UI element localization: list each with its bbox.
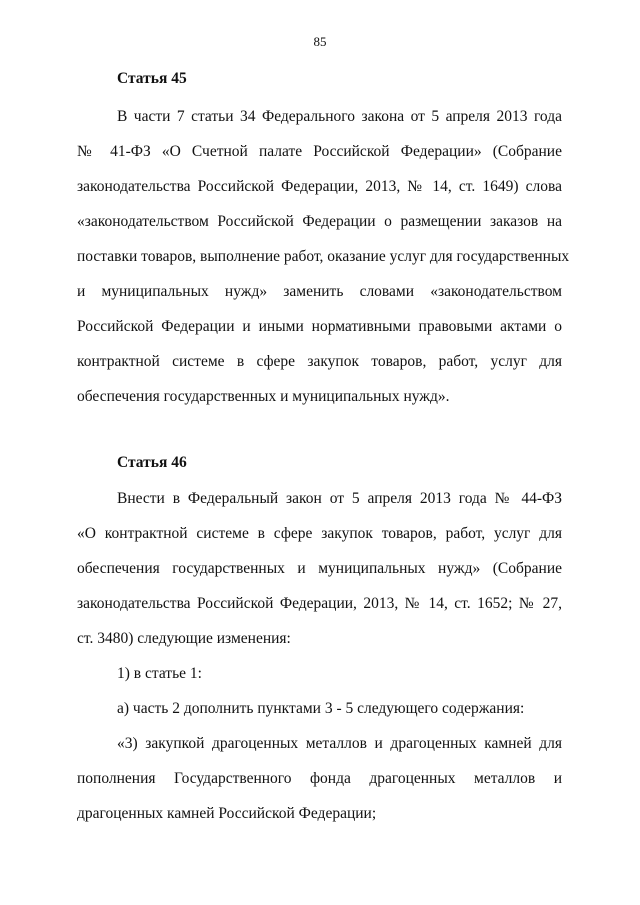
article-45-line: контрактной системе в сфере закупок товаров, работ, услуг для (77, 353, 562, 370)
article-45-line: обеспечения государственных и муниципальных нужд». (77, 388, 450, 405)
article-46-line: обеспечения государственных и муниципальных нужд» (Собрание (77, 560, 562, 577)
article-46-line: драгоценных камней Российской Федерации; (77, 805, 377, 822)
article-46-line: «О контрактной системе в сфере закупок товаров, работ, услуг для (77, 525, 562, 542)
article-45-line: законодательства Российской Федерации, 2013, № 14, ст. 1649) слова (77, 178, 562, 195)
article-46-line: 1) в статье 1: (117, 665, 202, 682)
article-46-line: Внести в Федеральный закон от 5 апреля 2013 года № 44-ФЗ (117, 490, 562, 507)
article-46-heading: Статья 46 (117, 454, 187, 471)
article-46-line: пополнения Государственного фонда драгоценных металлов и (77, 770, 562, 787)
article-46-line: а) часть 2 дополнить пунктами 3 - 5 следующего содержания: (117, 700, 525, 717)
article-45-line: В части 7 статьи 34 Федерального закона от 5 апреля 2013 года (117, 108, 562, 125)
article-45-line: и муниципальных нужд» заменить словами «законодательством (77, 283, 562, 300)
article-46-line: ст. 3480) следующие изменения: (77, 630, 291, 647)
article-45-line: № 41-ФЗ «О Счетной палате Российской Федерации» (Собрание (77, 143, 562, 160)
article-45-line: поставки товаров, выполнение работ, оказание услуг для государственных (77, 248, 570, 265)
article-46-line: «3) закупкой драгоценных металлов и драгоценных камней для (117, 735, 562, 752)
article-45-heading: Статья 45 (117, 70, 187, 87)
article-45-line: «законодательством Российской Федерации о размещении заказов на (77, 213, 562, 230)
article-45-line: Российской Федерации и иными нормативными правовыми актами о (77, 318, 562, 335)
page-number: 85 (313, 34, 327, 49)
article-46-line: законодательства Российской Федерации, 2013, № 14, ст. 1652; № 27, (77, 595, 562, 612)
